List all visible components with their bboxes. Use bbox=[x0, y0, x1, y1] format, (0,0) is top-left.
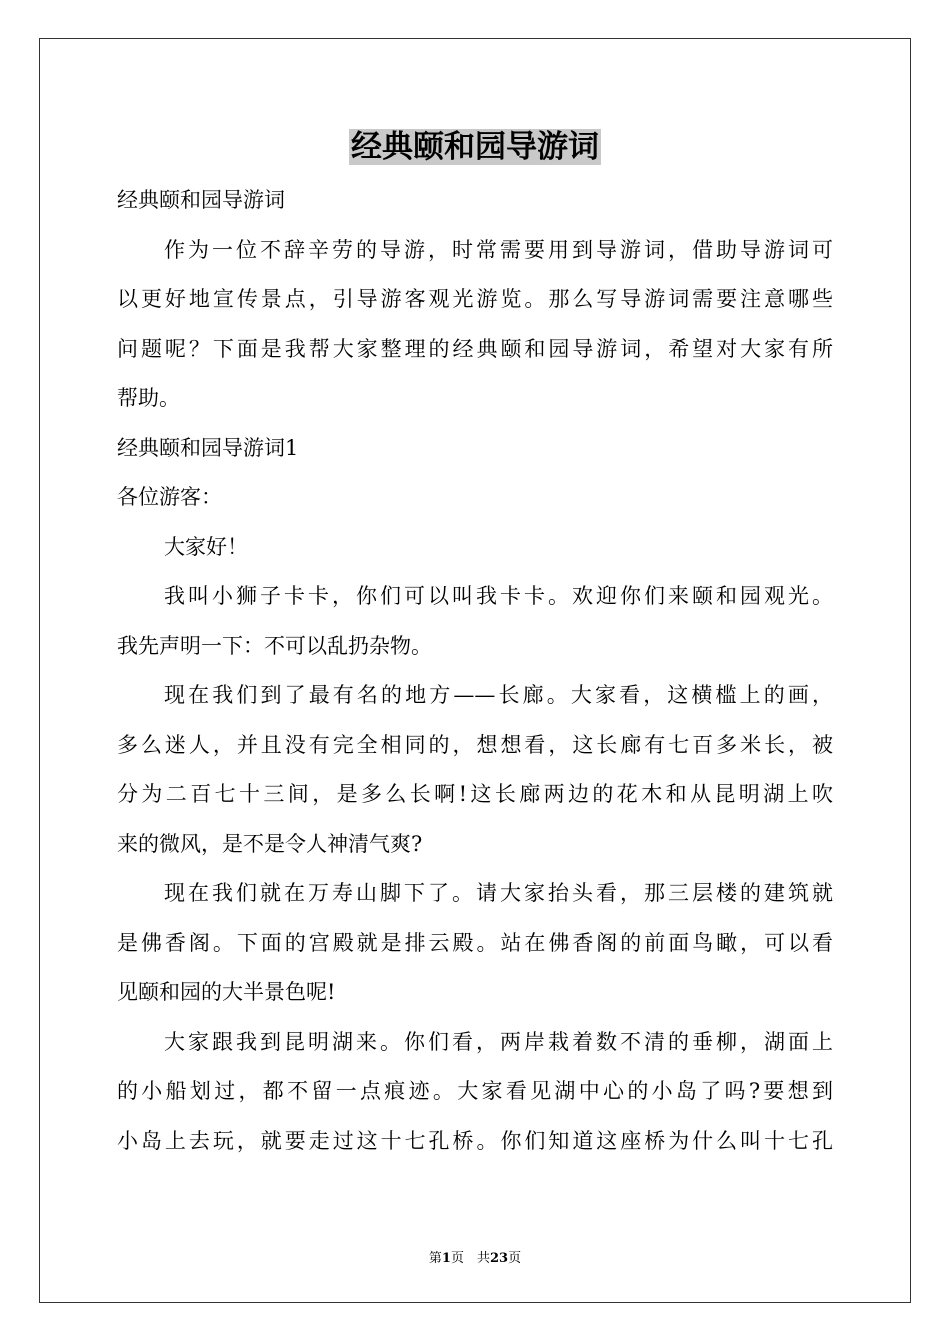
text-line: 现在我们就在万寿山脚下了。请大家抬头看，那三层楼的建筑就 bbox=[164, 881, 833, 905]
text-line: 经典颐和园导游词 bbox=[117, 188, 285, 212]
document-title-text: 经典颐和园导游词 bbox=[351, 129, 599, 165]
text-line: 分为二百七十三间，是多么长啊!这长廊两边的花木和从昆明湖上吹 bbox=[117, 782, 833, 806]
page-number-prefix: 第 bbox=[428, 1251, 442, 1266]
page-number-middle: 页 共 bbox=[450, 1251, 490, 1266]
page-number-suffix: 页 bbox=[508, 1251, 522, 1266]
page-footer bbox=[0, 1247, 950, 1266]
text-line: 大家好！ bbox=[164, 534, 248, 559]
text-line: 来的微风，是不是令人神清气爽? bbox=[117, 831, 423, 856]
text-line: 以更好地宣传景点，引导游客观光游览。那么写导游词需要注意哪些 bbox=[117, 287, 833, 311]
text-line: 帮助。 bbox=[117, 386, 180, 410]
text-line: 问题呢？下面是我帮大家整理的经典颐和园导游词，希望对大家有所 bbox=[117, 336, 833, 361]
text-line: 作为一位不辞辛劳的导游，时常需要用到导游词，借助导游词可 bbox=[164, 237, 833, 262]
document-body bbox=[117, 176, 833, 1166]
text-line: 各位游客： bbox=[117, 485, 222, 509]
text-line: 我先声明一下：不可以乱扔杂物。 bbox=[117, 633, 432, 658]
text-line: 见颐和园的大半景色呢! bbox=[117, 980, 336, 1004]
text-line: 多么迷人，并且没有完全相同的，想想看，这长廊有七百多米长，被 bbox=[117, 732, 833, 757]
text-line: 的小船划过，都不留一点痕迹。大家看见湖中心的小岛了吗?要想到 bbox=[117, 1079, 833, 1103]
text-line: 是佛香阁。下面的宫殿就是排云殿。站在佛香阁的前面鸟瞰，可以看 bbox=[117, 930, 833, 955]
text-line: 现在我们到了最有名的地方——长廊。大家看，这横槛上的画， bbox=[164, 683, 833, 707]
text-line: 大家跟我到昆明湖来。你们看，两岸栽着数不清的垂柳，湖面上 bbox=[164, 1029, 833, 1054]
page-number-current: 1 bbox=[441, 1251, 451, 1266]
text-line: 经典颐和园导游词1 bbox=[117, 435, 299, 460]
document-title bbox=[0, 127, 950, 167]
page-number-total: 23 bbox=[489, 1251, 509, 1266]
text-line: 我叫小狮子卡卡，你们可以叫我卡卡。欢迎你们来颐和园观光。 bbox=[164, 584, 833, 608]
text-line: 小岛上去玩，就要走过这十七孔桥。你们知道这座桥为什么叫十七孔 bbox=[117, 1128, 833, 1153]
